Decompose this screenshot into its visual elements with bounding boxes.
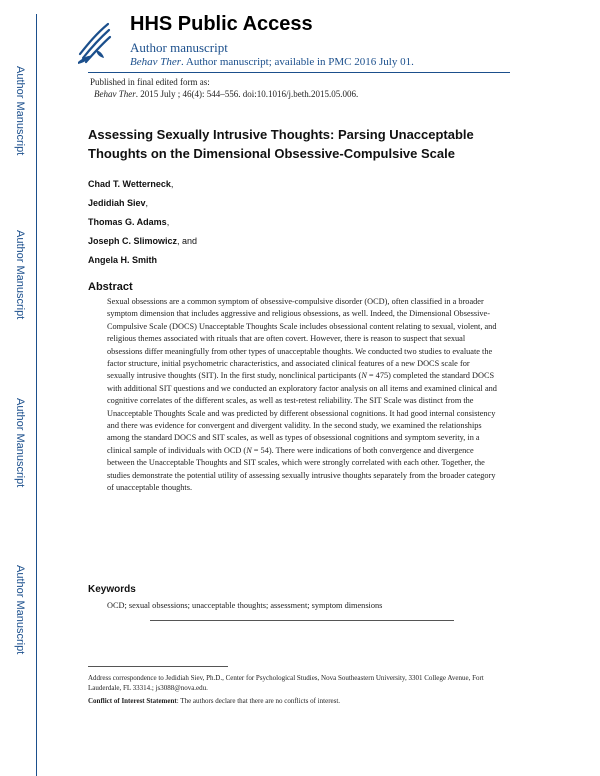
published-label: Published in final edited form as: xyxy=(90,77,210,87)
header-subtitle: Author manuscript xyxy=(130,40,228,55)
author-name: Jedidiah Siev xyxy=(88,198,146,208)
abstract-text xyxy=(107,296,499,495)
conflict-label: Conflict of Interest Statement xyxy=(88,697,177,705)
header-journal: Behav Ther xyxy=(130,56,182,68)
side-label-author-manuscript: Author Manuscript xyxy=(14,398,26,488)
abstract-part-3: = 54). There were indications of both convergence and divergence between the Unacceptable Thoughts and SIT scales, which were strongly correlated with each other. Together, the studies demonstrate the potential utility of assessing sexually intrusive thoughts separately from the broader category of unacceptable thoughts. xyxy=(107,445,496,493)
hhs-eagle-logo-icon xyxy=(74,20,112,66)
published-details: . 2015 July ; 46(4): 544–556. doi:10.1016/j.beth.2015.05.006. xyxy=(135,89,359,99)
author-line xyxy=(88,217,169,227)
abstract-part-2: = 475) completed the standard DOCS with additional SIT questions and we conducted an exploratory factor analysis on all items and examined clinical and cognitive correlates of the different scales, as well as test-retest reliability. The SIT Scale was distinct from the Unacceptable Thoughts Scale and was predicted by different obsessional cognitions. It had good internal consistency and there was evidence for convergent and divergent validity. In the second study, we examined the relationships among the standard DOCS and SIT scales, as well as types of obsessional cognitions and symptom severity, in a clinical sample of individuals with OCD ( xyxy=(107,371,497,455)
paper-title: Assessing Sexually Intrusive Thoughts: Parsing Unacceptable Thoughts on the Dimensional Obsessive-Compulsive Scale xyxy=(88,127,474,161)
published-citation xyxy=(94,89,358,99)
keywords-heading: Keywords xyxy=(88,584,136,595)
conflict-footnote xyxy=(88,697,340,705)
header-title: HHS Public Access xyxy=(130,13,313,35)
header-citation-rest: . Author manuscript; available in PMC 2016 July 01. xyxy=(181,56,414,68)
published-journal: Behav Ther xyxy=(94,89,136,99)
author-name: Angela H. Smith xyxy=(88,255,158,265)
author-line xyxy=(88,255,157,265)
side-label-author-manuscript: Author Manuscript xyxy=(14,565,26,655)
abstract-n-symbol: N xyxy=(361,371,367,381)
header-divider xyxy=(88,72,510,73)
author-separator: , xyxy=(166,217,170,227)
keywords-divider xyxy=(150,620,454,621)
author-line xyxy=(88,198,148,208)
author-name: Chad T. Wetterneck xyxy=(88,179,171,189)
author-separator: , and xyxy=(177,236,198,246)
abstract-heading: Abstract xyxy=(88,281,133,293)
side-divider xyxy=(36,14,37,776)
author-line xyxy=(88,179,173,189)
author-name: Thomas G. Adams xyxy=(88,217,167,227)
abstract-part-1: Sexual obsessions are a common symptom of obsessive-compulsive disorder (OCD), often classified in a broader symptom dimension that includes aggressive and religious obsessions, as well. Indeed, the Dimensional Obsessive-Compulsive Scale (DOCS) Unacceptable Thoughts Scale includes obsessional content relating to sexual, violent, and religious themes associated with rituals that are often covert. However, there is reason to suspect that sexual obsessions differ meaningfully from other types of unacceptable thoughts. We conducted two studies to evaluate the factor structure, initial psychometric characteristics, and associated clinical features of a new DOCS scale for sexually intrusive thoughts (SIT). In the first study, nonclinical participants ( xyxy=(107,297,497,381)
author-separator: , xyxy=(170,179,174,189)
conflict-text: : The authors declare that there are no conflicts of interest. xyxy=(176,697,341,705)
side-label-author-manuscript: Author Manuscript xyxy=(14,230,26,320)
header-citation xyxy=(130,56,414,68)
keywords-text: OCD; sexual obsessions; unacceptable thoughts; assessment; symptom dimensions xyxy=(107,601,383,610)
side-label-author-manuscript: Author Manuscript xyxy=(14,66,26,156)
author-name: Joseph C. Slimowicz xyxy=(88,236,178,246)
correspondence-footnote: Address correspondence to Jedidiah Siev, Ph.D., Center for Psychological Studies, Nova Southeastern University, 3301 College Avenue, Fort Lauderdale, FL 33314.; js3088@nova.edu. xyxy=(88,674,484,692)
footnote-divider xyxy=(88,666,228,667)
author-line xyxy=(88,236,197,246)
abstract-n-symbol: N xyxy=(246,445,252,455)
author-separator: , xyxy=(145,198,149,208)
